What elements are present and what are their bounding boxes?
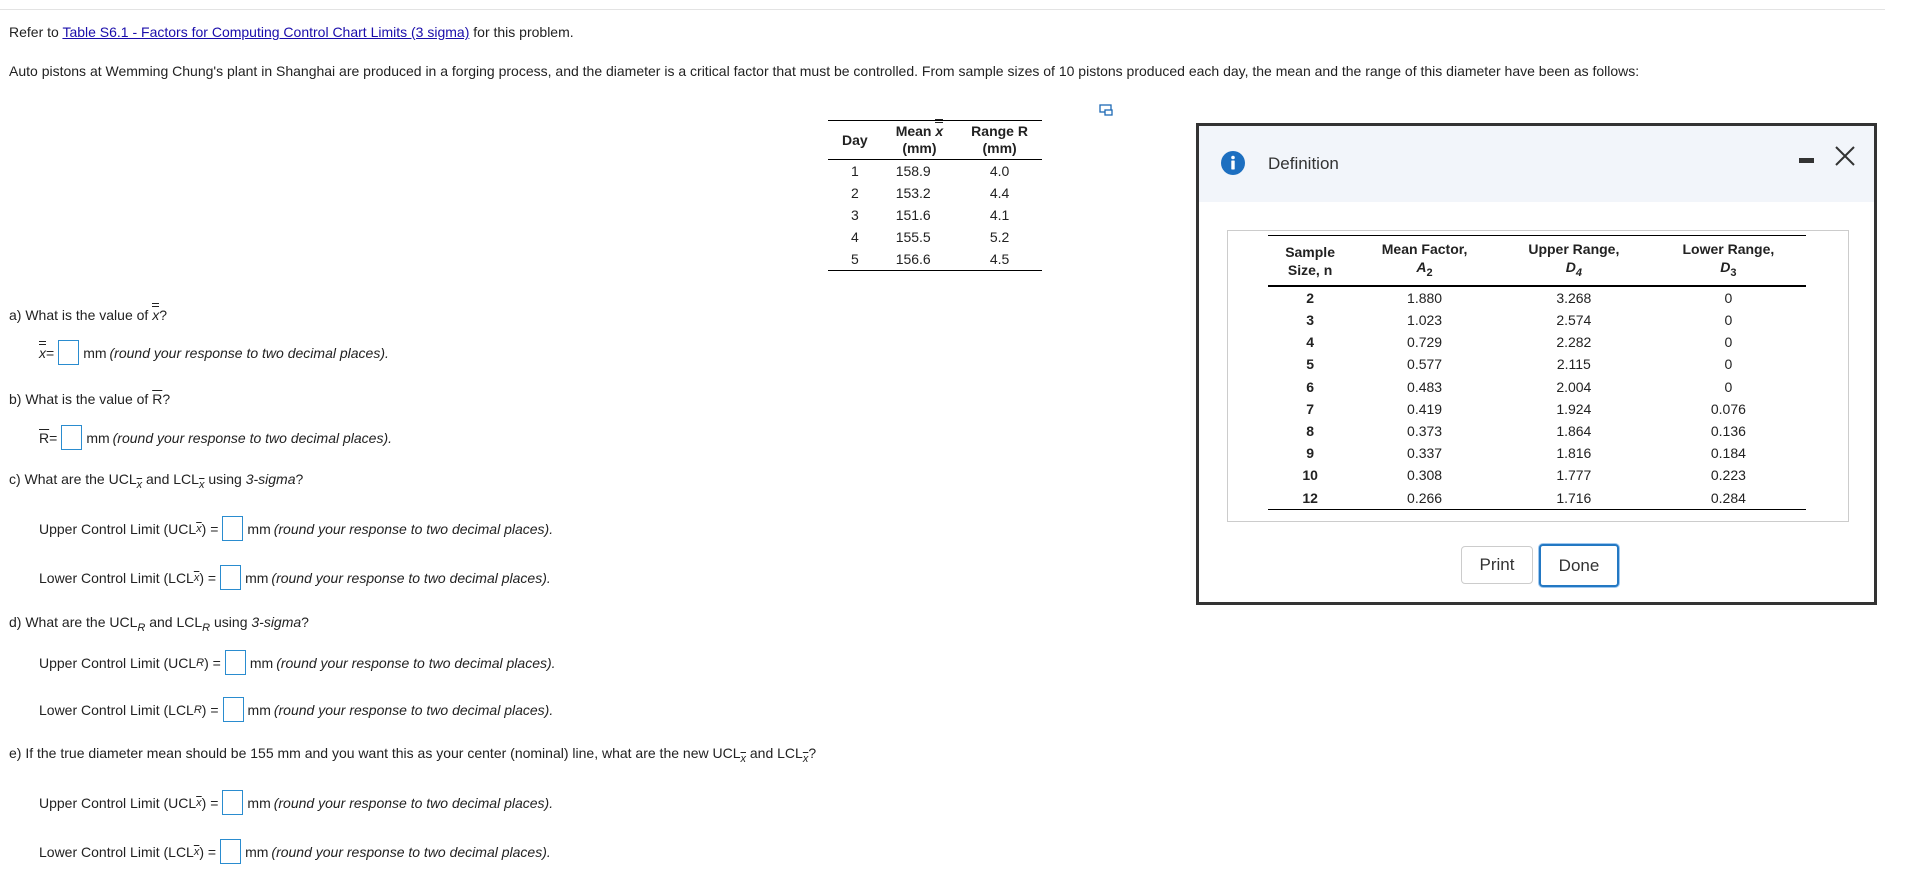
info-icon	[1221, 151, 1245, 175]
table-row: 1 158.9 4.0	[850, 163, 1010, 179]
answer-c-lcl-row: Lower Control Limit (LCL $\overline{x}$ ) = mm (round your response to two decimal places).	[39, 565, 551, 590]
table-s6-1-link[interactable]: Table S6.1 - Factors for Computing Control Chart Limits (3 sigma)	[62, 24, 470, 40]
rbar-input[interactable]	[61, 425, 82, 450]
dialog-title: Definition	[1268, 154, 1339, 173]
new-lcl-x-input[interactable]	[220, 839, 241, 864]
table-row: 10 0.308 1.777 0.223	[1302, 467, 1746, 484]
question-b: b) What is the value of $\overline{R}$?	[9, 391, 171, 407]
answer-e-ucl-row: Upper Control Limit (UCL $\overline{x}$ ) = mm (round your response to two decimal places).	[39, 790, 553, 815]
top-divider	[0, 9, 1885, 10]
minimize-icon[interactable]	[1799, 158, 1814, 163]
table-row: 4 155.5 5.2	[850, 229, 1010, 245]
col-d3: Lower Range, $D_3$	[1651, 236, 1806, 286]
table-row: 4 0.729 2.282 0	[1306, 334, 1733, 351]
table-row: 7 0.419 1.924 0.076	[1306, 400, 1746, 417]
table-row: 5 156.6 4.5	[828, 248, 1042, 271]
question-a: a) What is the value of x?	[9, 307, 167, 323]
answer-a-row: x = mm (round your response to two decimal places).	[39, 340, 389, 365]
lcl-r-input[interactable]	[223, 697, 244, 722]
col-range: Range R (mm)	[957, 121, 1042, 160]
print-button[interactable]: Print	[1461, 546, 1533, 584]
factor-table-panel	[1227, 230, 1849, 522]
xbarbar-input[interactable]	[58, 340, 79, 365]
intro-text: Refer to Table S6.1 - Factors for Computing Control Chart Limits (3 sigma) for this problem.	[9, 24, 574, 40]
close-icon[interactable]	[1833, 144, 1857, 168]
done-button[interactable]: Done	[1539, 544, 1619, 587]
expand-icon[interactable]	[1099, 103, 1113, 117]
answer-b-row: $\overline{R}$ = mm (round your response to two decimal places).	[39, 425, 392, 450]
table-row: 5 0.577 2.115 0	[1306, 356, 1733, 373]
factor-table	[1268, 235, 1806, 510]
table-row: 3 151.6 4.1	[850, 207, 1010, 223]
new-ucl-x-input[interactable]	[222, 790, 243, 815]
question-d: d) What are the $UCL_R$ and $LCL_R$ using 3-sigma?	[9, 614, 309, 634]
answer-d-lcl-row: Lower Control Limit (LCL R ) = mm (round your response to two decimal places).	[39, 697, 553, 722]
lcl-x-input[interactable]	[220, 565, 241, 590]
ucl-r-input[interactable]	[225, 650, 246, 675]
answer-e-lcl-row: Lower Control Limit (LCL $\overline{x}$ ) = mm (round your response to two decimal places).	[39, 839, 551, 864]
answer-d-ucl-row: Upper Control Limit (UCL R ) = mm (round your response to two decimal places).	[39, 650, 556, 675]
piston-data-table	[828, 120, 1042, 271]
table-row: 8 0.373 1.864 0.136	[1306, 423, 1746, 440]
col-a2: Mean Factor, $A_2$	[1352, 236, 1497, 286]
table-row: 6 0.483 2.004 0	[1306, 378, 1733, 395]
question-e: e) If the true diameter mean should be 155 mm and you want this as your center (nominal) line, what are the new $UCL_{\overline{x}}$ and $LCL_{\overline{x}}$?	[9, 745, 817, 765]
definition-dialog	[1196, 123, 1877, 605]
table-row: 2 153.2 4.4	[850, 185, 1010, 201]
ucl-x-input[interactable]	[222, 516, 243, 541]
dialog-header	[1199, 126, 1874, 202]
table-row: 12 0.266 1.716 0.284	[1268, 486, 1806, 509]
table-row: 2 1.880 3.268 0	[1306, 289, 1733, 306]
answer-c-ucl-row: Upper Control Limit (UCL $\overline{x}$ ) = mm (round your response to two decimal places).	[39, 516, 553, 541]
question-c: c) What are the $UCL_{\overline{x}}$ and $LCL_{\overline{x}}$ using 3-sigma?	[9, 471, 304, 491]
table-row: 9 0.337 1.816 0.184	[1306, 445, 1746, 462]
col-day: Day	[828, 121, 882, 160]
col-sample-size: Sample Size, n	[1268, 236, 1352, 286]
col-d4: Upper Range, $D_4$	[1497, 236, 1651, 286]
col-mean: Mean x (mm)	[882, 121, 957, 160]
table-row: 3 1.023 2.574 0	[1306, 312, 1733, 329]
problem-description: Auto pistons at Wemming Chung's plant in Shanghai are produced in a forging process, and the diameter is a critical factor that must be controlled. From sample sizes of 10 pistons produced each day, the mean and the range of this diameter have been as follows:	[9, 63, 1640, 79]
